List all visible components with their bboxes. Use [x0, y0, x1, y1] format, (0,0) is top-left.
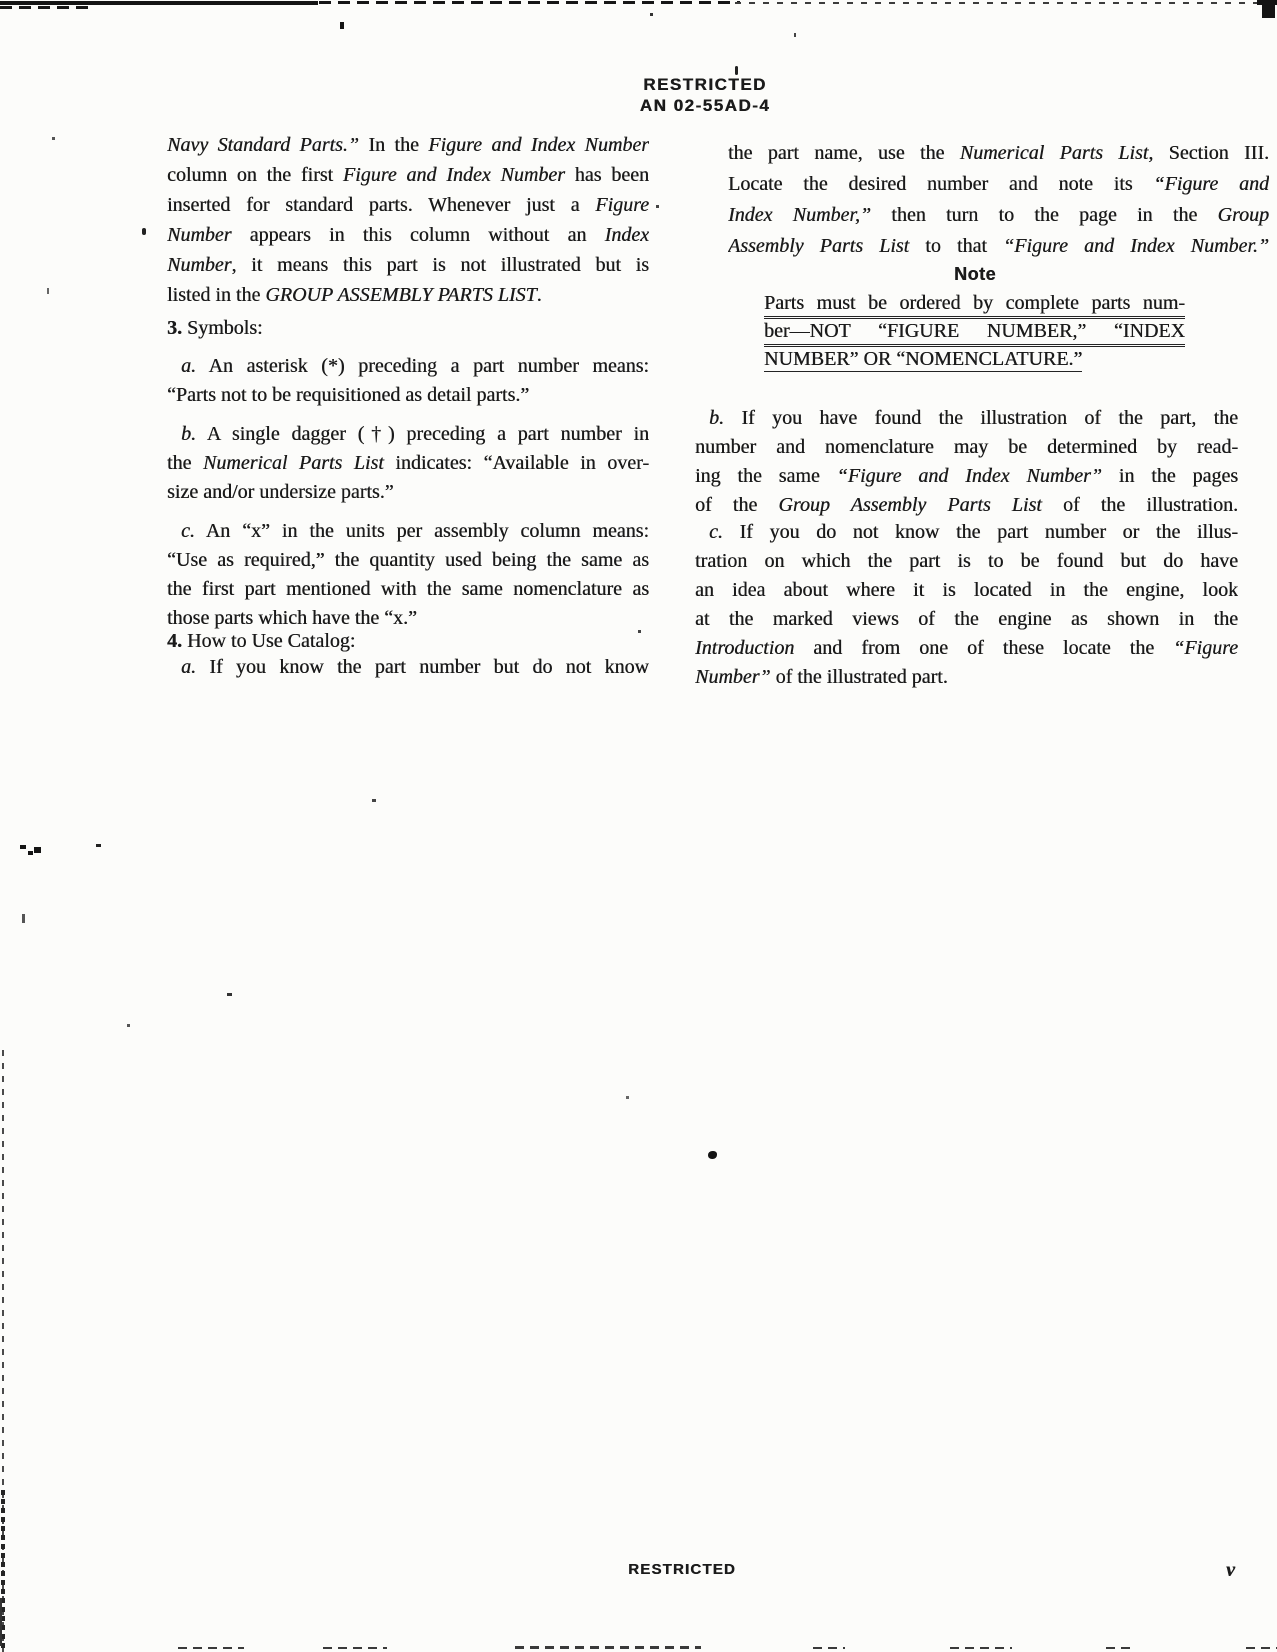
scan-speck	[20, 845, 26, 849]
howto-item-a-continued	[728, 138, 1269, 262]
text-line: the Numerical Parts List indicates: “Available in over-	[167, 452, 649, 474]
text-line: b. A single dagger (†) preceding a part number in	[181, 423, 649, 445]
note-heading: Note	[954, 264, 996, 284]
scan-speck	[650, 13, 653, 16]
text-line: c. If you do not know the part number or the illus-	[709, 521, 1238, 543]
scan-speck	[52, 137, 55, 140]
symbol-item-c	[167, 517, 649, 633]
text-line: of the Group Assembly Parts List of the illustration.	[695, 494, 1238, 516]
howto-item-b	[695, 404, 1238, 520]
scan-speck	[47, 288, 49, 294]
classification-banner-top: RESTRICTED	[643, 75, 767, 94]
scan-edge-left-solid	[0, 1598, 2, 1646]
scan-speck	[626, 1096, 629, 1099]
text-line: ber—NOT “FIGURE NUMBER,” “INDEX	[764, 319, 1185, 347]
text-line: Introduction and from one of these locate the “Figure	[695, 637, 1238, 659]
doc-number: AN 02-55AD-4	[639, 96, 771, 115]
text-line: Number appears in this column without an Index	[167, 224, 649, 246]
text-line: a. An asterisk (*) preceding a part number means:	[181, 355, 649, 377]
scan-edge-bottom-dashes	[813, 1647, 845, 1649]
scan-speck-large	[708, 1151, 717, 1159]
scan-speck	[96, 844, 101, 847]
text-line: c. An “x” in the units per assembly column means:	[181, 520, 649, 542]
text-line: “Parts not to be requisitioned as detail parts.”	[167, 384, 530, 406]
scan-speck	[340, 22, 344, 29]
text-line: a. If you know the part number but do not know	[181, 656, 649, 678]
text-line: Navy Standard Parts.” In the Figure and Index Number	[167, 134, 649, 156]
text-line: the part name, use the Numerical Parts List, Section III.	[728, 142, 1269, 164]
page-header	[522, 74, 888, 116]
howto-heading	[167, 626, 649, 656]
scan-blob-top-right-2	[1257, 0, 1277, 5]
text-line: Number” of the illustrated part.	[695, 666, 948, 688]
text-line: those parts which have the “x.”	[167, 607, 417, 629]
scan-speck	[656, 205, 659, 208]
scan-edge-top-dots-right	[735, 2, 1277, 4]
classification-banner-bottom: RESTRICTED	[628, 1561, 736, 1578]
text-line: Locate the desired number and note its “Figure and	[728, 173, 1269, 195]
scan-edge-top-dashes-left	[0, 6, 92, 9]
text-line: column on the first Figure and Index Number has been	[167, 164, 649, 186]
text-line: Number, it means this part is not illustrated but is	[167, 254, 649, 276]
scan-speck	[34, 847, 41, 853]
text-line: 3. Symbols:	[167, 317, 263, 339]
text-line: ing the same “Figure and Index Number” in the pages	[695, 465, 1238, 487]
scan-speck	[638, 630, 641, 633]
scan-speck	[28, 851, 33, 855]
scan-edge-top-dashes-mid	[300, 1, 740, 4]
text-line: “Use as required,” the quantity used being the same as	[167, 549, 649, 571]
scan-speck	[22, 914, 25, 923]
note-body	[764, 291, 1185, 372]
symbols-heading	[167, 313, 649, 343]
page-number: v	[1226, 1559, 1235, 1581]
scan-speck	[372, 799, 376, 802]
scan-speck	[142, 228, 146, 235]
intro-paragraph	[167, 130, 649, 310]
text-line: an idea about where it is located in the engine, look	[695, 579, 1238, 601]
scan-edge-bottom-dashes	[1106, 1647, 1134, 1649]
scan-edge-bottom-dashes	[950, 1647, 1012, 1649]
text-line: Parts must be ordered by complete parts num-	[764, 291, 1185, 319]
symbol-item-b	[167, 420, 649, 507]
text-line: size and/or undersize parts.”	[167, 481, 394, 503]
scan-speck	[735, 66, 738, 75]
text-line: Index Number,” then turn to the page in the Group	[728, 204, 1269, 226]
text-line: Assembly Parts List to that “Figure and Index Number.”	[728, 235, 1269, 257]
scan-edge-bottom-dashes	[515, 1646, 701, 1649]
text-line: listed in the GROUP ASSEMBLY PARTS LIST.	[167, 284, 542, 306]
underlined-text: NUMBER” OR “NOMENCLATURE.”	[764, 348, 1082, 372]
howto-item-c	[695, 518, 1238, 692]
text-line: inserted for standard parts. Whenever just a Figure	[167, 194, 649, 216]
howto-item-a	[167, 653, 649, 682]
scan-edge-top-solid	[0, 1, 318, 5]
text-line: number and nomenclature may be determined by read-	[695, 436, 1238, 458]
text-line	[764, 347, 1185, 372]
scan-edge-bottom-dashes	[178, 1647, 244, 1649]
text-line: tration on which the part is to be found but do have	[695, 550, 1238, 572]
scan-edge-bottom-dashes	[323, 1647, 387, 1649]
text-line: 4. How to Use Catalog:	[167, 630, 356, 652]
scan-speck	[794, 33, 796, 37]
text-line: b. If you have found the illustration of the part, the	[709, 407, 1238, 429]
scan-speck	[227, 993, 232, 996]
scan-edge-bottom-dashes	[1246, 1647, 1277, 1649]
text-line: at the marked views of the engine as shown in the	[695, 608, 1238, 630]
symbol-item-a	[167, 352, 649, 410]
text-line: the first part mentioned with the same nomenclature as	[167, 578, 649, 600]
scan-speck	[127, 1024, 130, 1027]
